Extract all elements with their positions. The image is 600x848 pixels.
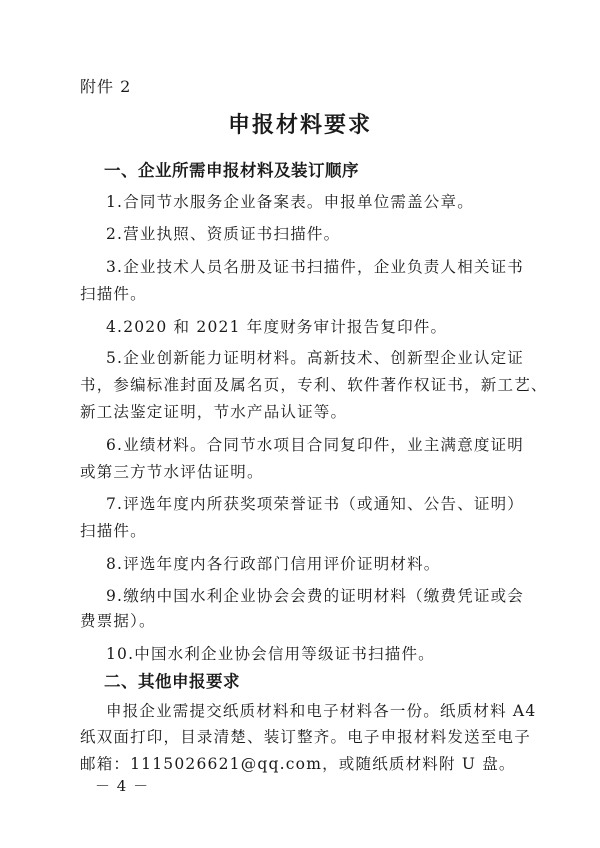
section2-heading: 二、其他申报要求 (104, 672, 240, 691)
attachment-label: 附件 2 (80, 77, 132, 96)
item-4-line-1: 4.2020 和 2021 年度财务审计报告复印件。 (106, 318, 448, 336)
item-5-line-1: 5.企业创新能力证明材料。高新技术、创新型企业认定证 (106, 349, 524, 367)
item-7-line-2: 扫描件。 (80, 522, 147, 540)
item-8-line-1: 8.评选年度内各行政部门信用评价证明材料。 (106, 555, 441, 573)
item-3-line-2: 扫描件。 (80, 285, 147, 303)
section2-line-3: 邮箱：1115026621@qq.com，或随纸质材料附 U 盘。 (80, 755, 516, 773)
item-7-line-1: 7.评选年度内所获奖项荣誉证书（或通知、公告、证明） (106, 495, 524, 513)
item-3-line-1: 3.企业技术人员名册及证书扫描件，企业负责人相关证书 (106, 258, 524, 276)
page-number: － 4 － (95, 777, 150, 795)
item-6-line-2: 或第三方节水评估证明。 (80, 463, 264, 481)
document-title: 申报材料要求 (227, 113, 372, 138)
item-1-line-1: 1.合同节水服务企业备案表。申报单位需盖公章。 (106, 193, 474, 211)
section1-heading: 一、企业所需申报材料及装订顺序 (104, 161, 359, 180)
item-6-line-1: 6.业绩材料。合同节水项目合同复印件，业主满意度证明 (106, 436, 524, 454)
section2-line-1: 申报企业需提交纸质材料和电子材料各一份。纸质材料 A4 (106, 702, 537, 720)
item-2-line-1: 2.营业执照、资质证书扫描件。 (106, 225, 341, 243)
section2-line-2: 纸双面打印，目录清楚、装订整齐。电子申报材料发送至电子 (80, 728, 531, 746)
item-9-line-1: 9.缴纳中国水利企业协会会费的证明材料（缴费凭证或会 (106, 587, 524, 605)
item-9-line-2: 费票据）。 (80, 612, 156, 630)
item-5-line-3: 新工法鉴定证明，节水产品认证等。 (80, 403, 348, 421)
item-10-line-1: 10.中国水利企业协会信用等级证书扫描件。 (106, 645, 435, 663)
item-5-line-2: 书，参编标准封面及属名页，专利、软件著作权证书，新工艺、 (80, 376, 548, 394)
